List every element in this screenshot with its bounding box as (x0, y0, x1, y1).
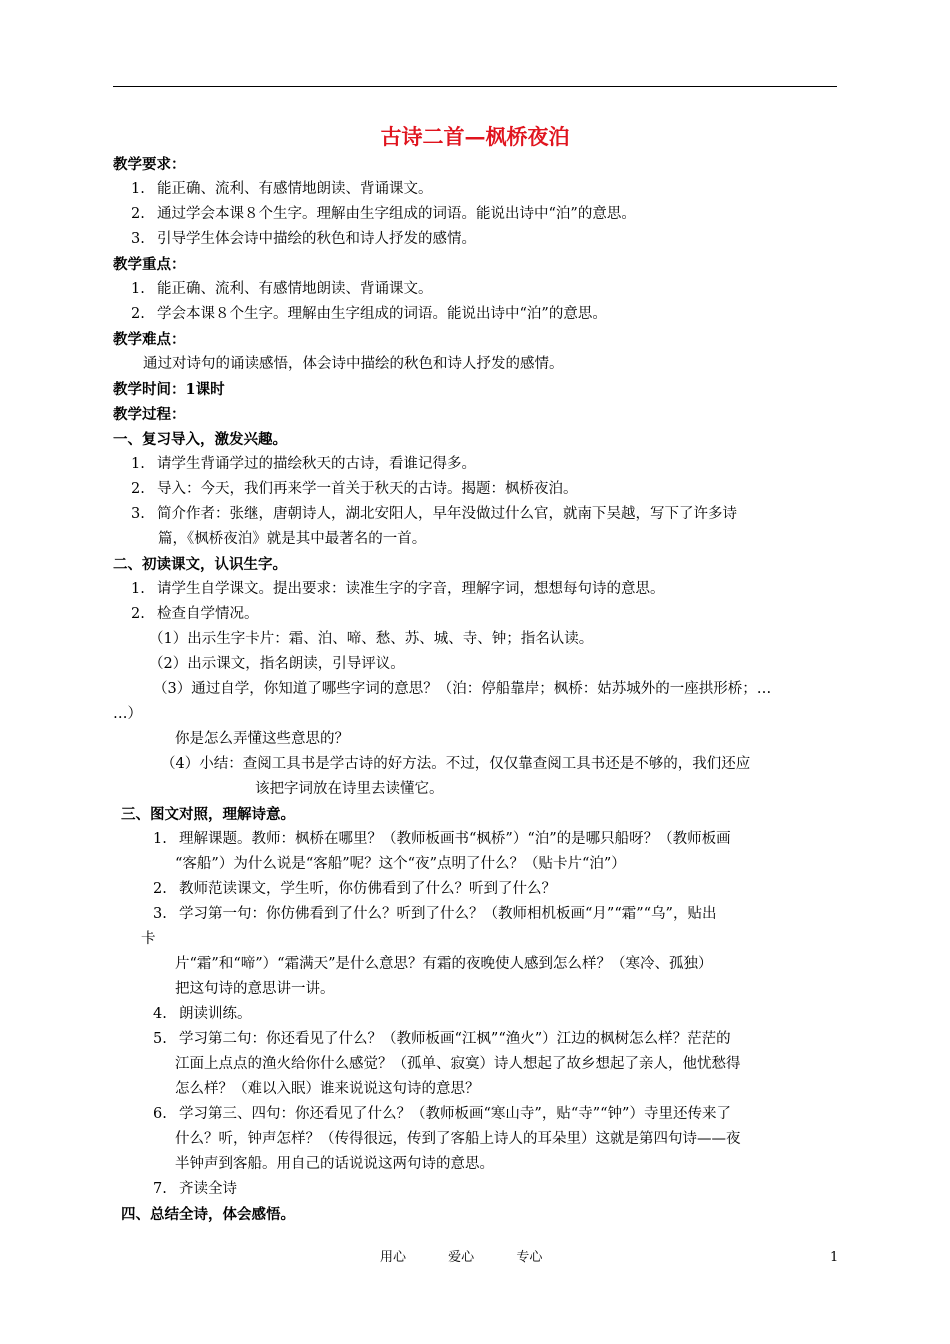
section-heading-difficulty: 教学难点： (113, 331, 186, 348)
section-heading-time: 教学时间：1课时 (113, 381, 225, 398)
section-heading-process: 教学过程： (113, 406, 186, 423)
list-item-continuation: 把这句诗的意思讲一讲。 (175, 981, 335, 997)
list-item-continuation: 半钟声到客船。用自己的话说说这两句诗的意思。 (175, 1156, 494, 1172)
list-item-wrap: 卡 (141, 931, 156, 947)
list-item-continuation: “客船”）为什么说是“客船”呢？这个“夜”点明了什么？（贴卡片“泊”） (175, 856, 626, 872)
footer-word: 爱心 (448, 1250, 475, 1265)
part-two-heading: 二、初读课文，认识生字。 (113, 556, 287, 573)
sub-item: （1）出示生字卡片：霜、泊、啼、愁、苏、城、寺、钟；指名认读。 (149, 631, 594, 647)
list-item: 3. 学习第一句：你仿佛看到了什么？听到了什么？（教师相机板画“月”“霜”“乌”，贴出 (153, 906, 717, 922)
part-four-heading: 四、总结全诗，体会感悟。 (121, 1206, 295, 1223)
sub-item: （2）出示课文，指名朗读，引导评议。 (149, 656, 405, 672)
list-item: 7. 齐读全诗 (153, 1181, 237, 1197)
part-three-heading: 三、图文对照，理解诗意。 (121, 806, 295, 823)
sub-item-continuation: 该把字词放在诗里去读懂它。 (255, 781, 444, 797)
list-item-continuation: 怎么样？（难以入眠）谁来说说这句诗的意思？ (175, 1081, 480, 1097)
sub-item-continuation: …） (113, 706, 142, 722)
list-item: 2. 教师范读课文，学生听，你仿佛看到了什么？听到了什么？ (153, 881, 556, 897)
list-item: 3. 简介作者：张继，唐朝诗人，湖北安阳人，早年没做过什么官，就南下吴越，写下了许多诗 (131, 506, 737, 522)
list-item: 2. 通过学会本课８个生字。理解由生字组成的词语。能说出诗中“泊”的意思。 (131, 206, 636, 222)
list-item-continuation: 什么？听，钟声怎样？（传得很远，传到了客船上诗人的耳朵里）这就是第四句诗——夜 (175, 1131, 741, 1147)
part-one-heading: 一、复习导入，激发兴趣。 (113, 431, 287, 448)
list-item: 1. 请学生自学课文。提出要求：读准生字的字音，理解字词，想想每句诗的意思。 (131, 581, 665, 597)
footer-word: 专心 (516, 1250, 543, 1265)
difficulty-text: 通过对诗句的诵读感悟，体会诗中描绘的秋色和诗人抒发的感情。 (143, 356, 564, 372)
list-item: 1. 理解课题。教师：枫桥在哪里？（教师板画书“枫桥”）“泊”的是哪只船呀？（教师板画 (153, 831, 731, 847)
list-item: 1. 能正确、流利、有感情地朗读、背诵课文。 (131, 281, 433, 297)
sub-item: （3）通过自学，你知道了哪些字词的意思？（泊：停船靠岸；枫桥：姑苏城外的一座拱形桥；… (153, 681, 772, 697)
list-item: 5. 学习第二句：你还看见了什么？（教师板画“江枫”“渔火”）江边的枫树怎么样？茫茫的 (153, 1031, 731, 1047)
list-item: 1. 请学生背诵学过的描绘秋天的古诗，看谁记得多。 (131, 456, 476, 472)
list-item-continuation: 篇，《枫桥夜泊》就是其中最著名的一首。 (158, 531, 427, 547)
section-heading-keypoints: 教学重点： (113, 256, 186, 273)
list-item: 4. 朗读训练。 (153, 1006, 252, 1022)
header-rule (113, 86, 837, 87)
sub-item-question: 你是怎么弄懂这些意思的？ (175, 731, 349, 747)
list-item: 3. 引导学生体会诗中描绘的秋色和诗人抒发的感情。 (131, 231, 476, 247)
list-item: 2. 检查自学情况。 (131, 606, 259, 622)
document-title: 古诗二首—枫桥夜泊 (380, 124, 570, 149)
list-item: 2. 导入：今天，我们再来学一首关于秋天的古诗。揭题：枫桥夜泊。 (131, 481, 578, 497)
list-item-continuation: 江面上点点的渔火给你什么感觉？（孤单、寂寞）诗人想起了故乡想起了亲人，他忧愁得 (175, 1056, 741, 1072)
footer-word: 用心 (380, 1250, 407, 1265)
section-heading-requirements: 教学要求： (113, 156, 186, 173)
page-number: 1 (830, 1250, 839, 1265)
sub-item: （4）小结：查阅工具书是学古诗的好方法。不过，仅仅靠查阅工具书还是不够的，我们还应 (161, 756, 751, 772)
list-item: 1. 能正确、流利、有感情地朗读、背诵课文。 (131, 181, 433, 197)
list-item: 2. 学会本课８个生字。理解由生字组成的词语。能说出诗中“泊”的意思。 (131, 306, 607, 322)
footer-motto (380, 1248, 580, 1268)
list-item-continuation: 片“霜”和“啼”）“霜满天”是什么意思？有霜的夜晚使人感到怎么样？（寒冷、孤独） (175, 956, 713, 972)
document-body (113, 152, 843, 1227)
list-item: 6. 学习第三、四句：你还看见了什么？（教师板画“寒山寺”，贴“寺”“钟”）寺里还传来了 (153, 1106, 731, 1122)
